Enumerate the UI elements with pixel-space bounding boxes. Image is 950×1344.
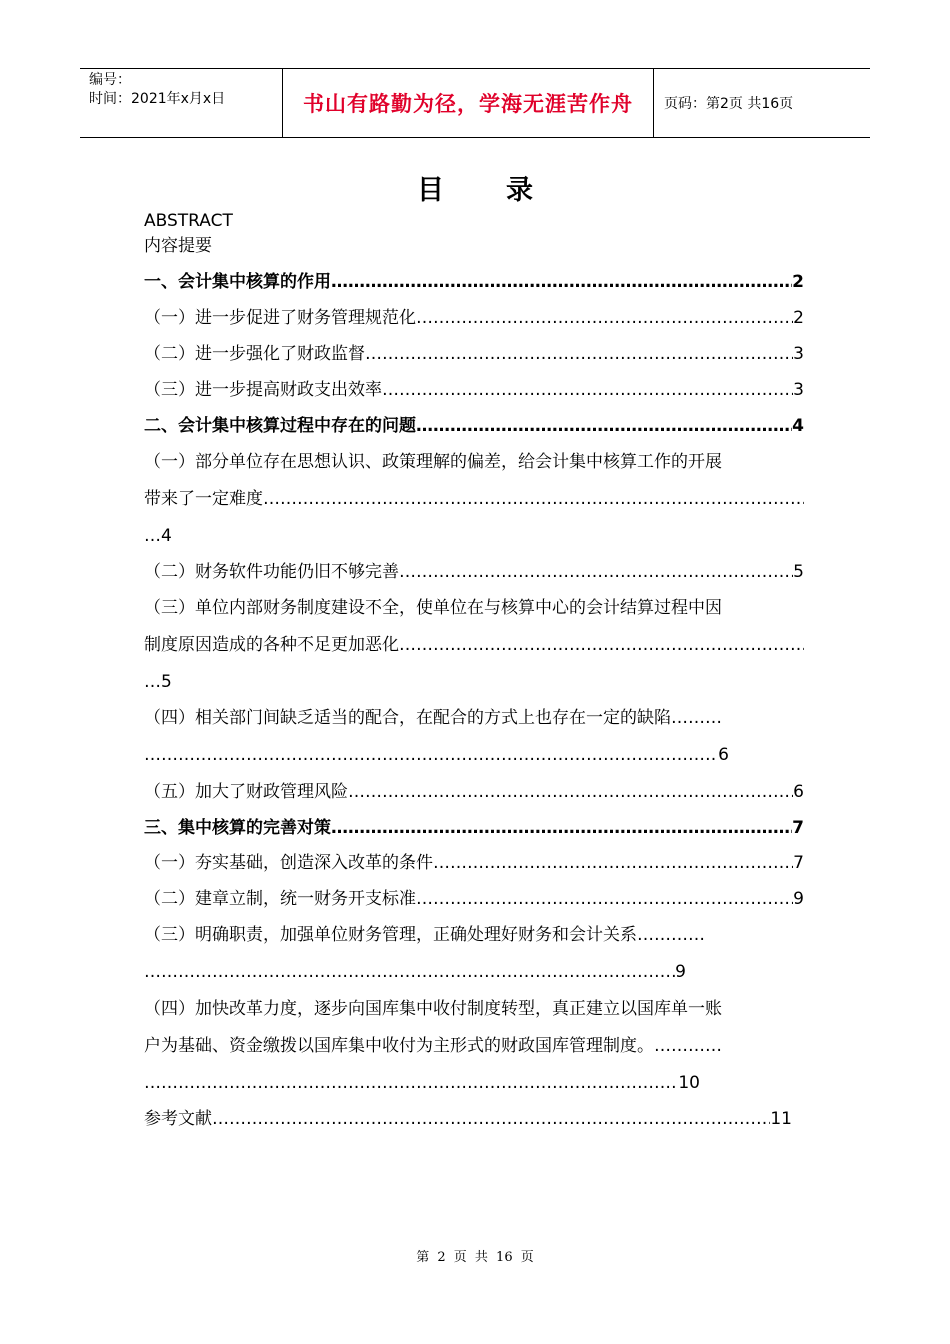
toc-entry-page: …4 — [144, 526, 172, 546]
toc-leader — [144, 960, 675, 984]
toc-entry-title-line2: 制度原因造成的各种不足更加恶化 — [144, 635, 399, 655]
toc-entry-page: 11 — [770, 1109, 792, 1129]
toc-entry[interactable] — [144, 743, 729, 767]
header-motto: 书山有路勤为径，学海无涯苦作舟 — [282, 69, 654, 137]
toc-leader — [263, 487, 804, 511]
toc-entry-title: 三、集中核算的完善对策 — [144, 818, 331, 838]
date-line: 时间：2021年x月x日 — [89, 91, 226, 107]
toc-leader — [433, 851, 793, 875]
toc-entry-page: 3 — [793, 344, 804, 364]
toc-entry[interactable] — [144, 887, 804, 911]
serial-label: 编号： — [89, 72, 131, 88]
toc-entry-page: 6 — [718, 745, 729, 765]
toc-entry-page: 5 — [793, 562, 804, 582]
toc-leader — [399, 560, 793, 584]
toc-summary: 内容提要 — [144, 236, 212, 256]
toc-leader — [382, 378, 793, 402]
toc-entry-page: 9 — [675, 962, 686, 982]
toc-entry[interactable] — [144, 633, 804, 657]
toc-entry-title: 一、会计集中核算的作用 — [144, 272, 331, 292]
toc-entry-page: 6 — [793, 782, 804, 802]
toc-entry-title: （二）财务软件功能仍旧不够完善 — [144, 562, 399, 582]
toc-entry-title[interactable]: （四）相关部门间缺乏适当的配合，在配合的方式上也存在一定的缺陷……… — [144, 708, 722, 728]
page-footer: 第 2 页 共 16 页 — [416, 1250, 534, 1265]
toc-entry[interactable] — [144, 306, 804, 330]
toc-leader — [144, 743, 718, 767]
toc-entry[interactable] — [144, 560, 804, 584]
page-header — [80, 68, 870, 138]
toc-entry-page: …5 — [144, 672, 172, 692]
toc-entry[interactable] — [144, 414, 804, 438]
toc-entry-title-line1[interactable]: （四）加快改革力度，逐步向国库集中收付制度转型，真正建立以国库单一账 — [144, 999, 722, 1019]
toc-entry[interactable] — [144, 780, 804, 804]
toc-entry[interactable] — [144, 270, 804, 294]
toc-entry[interactable] — [144, 342, 804, 366]
toc-entry-page: 10 — [678, 1073, 700, 1093]
toc-leader — [416, 887, 793, 911]
toc-entry-title-line1[interactable]: （三）单位内部财务制度建设不全，使单位在与核算中心的会计结算过程中因 — [144, 598, 722, 618]
toc-entry-title: （一）夯实基础，创造深入改革的条件 — [144, 853, 433, 873]
toc-entry-title-line1[interactable]: （一）部分单位存在思想认识、政策理解的偏差，给会计集中核算工作的开展 — [144, 452, 722, 472]
toc-entry[interactable] — [144, 960, 686, 984]
toc-entry-title: 二、会计集中核算过程中存在的问题 — [144, 416, 416, 436]
toc-entry-title: 参考文献 — [144, 1109, 212, 1129]
toc-leader — [331, 816, 792, 840]
toc-entry-title: （二）建章立制，统一财务开支标准 — [144, 889, 416, 909]
toc-entry[interactable] — [144, 1071, 700, 1095]
toc-entry[interactable] — [144, 378, 804, 402]
toc-leader — [416, 414, 792, 438]
toc-title: 目录 — [417, 175, 595, 206]
toc-entry-page: 4 — [792, 416, 804, 436]
toc-entry-page: 2 — [793, 308, 804, 328]
toc-entry-title[interactable]: （三）明确职责，加强单位财务管理，正确处理好财务和会计关系………… — [144, 925, 705, 945]
toc-abstract: ABSTRACT — [144, 211, 233, 231]
toc-leader — [348, 780, 793, 804]
toc-entry[interactable] — [144, 487, 804, 511]
header-page-info: 页码：第2页 共16页 — [664, 96, 794, 112]
toc-entry-title: （三）进一步提高财政支出效率 — [144, 380, 382, 400]
toc-entry-title: （一）进一步促进了财务管理规范化 — [144, 308, 416, 328]
toc-entry-title-line2: 带来了一定难度 — [144, 489, 263, 509]
toc-entry-title: （五）加大了财政管理风险 — [144, 782, 348, 802]
toc-entry[interactable] — [144, 851, 804, 875]
toc-leader — [144, 1071, 678, 1095]
toc-leader — [331, 270, 792, 294]
toc-entry-page: 3 — [793, 380, 804, 400]
toc-leader — [365, 342, 793, 366]
toc-entry[interactable] — [144, 816, 804, 840]
toc-entry[interactable] — [144, 1107, 792, 1131]
toc-entry-page: 7 — [792, 818, 804, 838]
toc-entry-page: 9 — [793, 889, 804, 909]
toc-entry-page: 2 — [792, 272, 804, 292]
toc-entry-title-line2[interactable]: 户为基础、资金缴拨以国库集中收付为主形式的财政国库管理制度。………… — [144, 1036, 722, 1056]
header-meta — [80, 69, 282, 137]
toc-leader — [212, 1107, 770, 1131]
toc-entry-page: 7 — [793, 853, 804, 873]
toc-entry-title: （二）进一步强化了财政监督 — [144, 344, 365, 364]
toc-leader — [416, 306, 793, 330]
toc-leader — [399, 633, 804, 657]
